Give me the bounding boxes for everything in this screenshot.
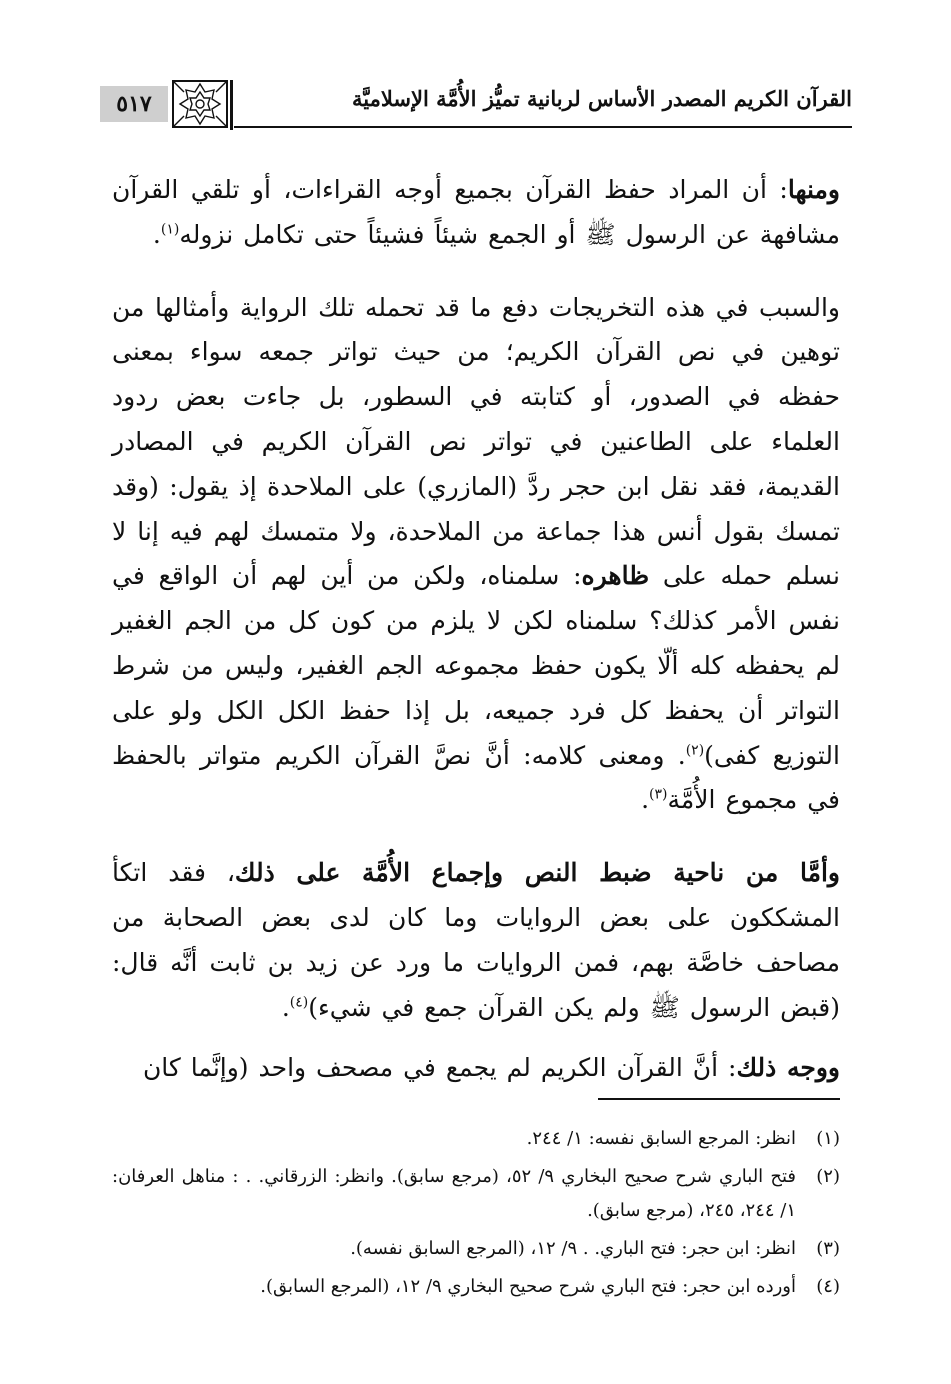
lead-term: وأمَّا من ناحية ضبط النص وإجماع الأُمَّة على ذلك	[234, 858, 840, 888]
footnote-ref[interactable]: (٤)	[289, 994, 309, 1011]
footnote-ref[interactable]: (١)	[160, 221, 180, 238]
paragraph-text: : أن المراد حفظ القرآن بجميع أوجه القراءات، أو تلقي القرآن مشافهة عن الرسول ﷺ أو الجمع شيئاً فشيئاً حتى تكامل نزوله	[112, 175, 840, 249]
running-title: القرآن الكريم المصدر الأساس لربانية تميُّز الأُمَّة الإسلاميَّة	[352, 86, 852, 111]
footnote-separator	[598, 1098, 840, 1100]
paragraph-text: : سلمناه، ولكن من أين لهم أن الواقع في نفس الأمر كذلك؟ سلمناه لكن لا يلزم من كون كل من الجم الغفير لم يحفظه كله ألّا يكون حفظ مجموعه الجم الغفير، وليس من شرط التواتر أن يحفظ كل فرد جميعه، بل إذا حفظ الكل الكل ولو على التوزيع كفى)	[112, 561, 840, 770]
footnotes	[112, 1122, 840, 1308]
footnote-text: فتح الباري شرح صحيح البخاري ٩/ ٥٢، (مرجع سابق). وانظر: الزرقاني. . : مناهل العرفان: ١/ ٢٤٤، ٢٤٥، (مرجع سابق).	[112, 1166, 796, 1221]
geometric-ornament-icon	[172, 80, 228, 128]
paragraph-text: والسبب في هذه التخريجات دفع ما قد تحمله تلك الرواية وأمثالها من توهين في نص القرآن الكريم؛ من حيث تواتر جمعه سواء بمعنى حفظه في الصدور، أو كتابته في السطور، بل جاءت بعض ردود العلماء على الطاعنين في تواتر نص القرآن الكريم في المصادر القديمة، فقد نقل ابن حجر ردَّ (المازري) على الملاحدة إذ يقول: (وقد تمسك بقول أنس هذا جماعة من الملاحدة، ولا متمسك لهم فيه إنا لا نسلم حمله على	[112, 292, 841, 591]
header-rule	[234, 126, 852, 128]
lead-term: ومنها	[787, 175, 840, 204]
paragraph	[112, 168, 840, 258]
footnote-number: (٤)	[816, 1276, 840, 1297]
footnote-ref[interactable]: (٢)	[685, 742, 705, 759]
footnote	[112, 1232, 840, 1266]
paragraph-end: .	[641, 785, 650, 815]
footnote-number: (٢)	[816, 1166, 840, 1187]
paragraph-text: ، فقد اتكأ المشككون على بعض الروايات وما كان لدى بعض الصحابة من مصاحف خاصَّة بهم، فمن الروايات ما ورد عن زيد بن ثابت أنَّه قال: (قبض الرسول ﷺ ولم يكن القرآن جمع في شيء)	[112, 858, 840, 1022]
paragraph	[112, 286, 840, 824]
paragraph-text: . ومعنى كلامه: أنَّ نصَّ القرآن الكريم متواتر بالحفظ في مجموع الأُمَّة	[112, 740, 840, 815]
paragraph	[112, 851, 840, 1030]
paragraph-end: .	[281, 992, 290, 1022]
footnote-text: أورده ابن حجر: فتح الباري شرح صحيح البخاري ٩/ ١٢، (المرجع السابق).	[260, 1276, 796, 1297]
body-text	[112, 168, 840, 1091]
footnote	[112, 1160, 840, 1228]
paragraph	[112, 1046, 840, 1091]
header-divider	[230, 80, 233, 130]
running-header	[100, 60, 852, 132]
footnote	[112, 1270, 840, 1304]
lead-term: ووجه ذلك	[736, 1053, 840, 1083]
footnote-number: (٣)	[816, 1238, 840, 1259]
bold-term: ظاهره	[581, 561, 650, 591]
footnote-text: انظر: المرجع السابق نفسه: ١/ ٢٤٤.	[526, 1128, 796, 1149]
footnote	[112, 1122, 840, 1156]
footnote-text: انظر: ابن حجر: فتح الباري. . ٩/ ١٢، (المرجع السابق نفسه).	[350, 1238, 796, 1259]
paragraph-end: .	[152, 219, 161, 249]
paragraph-text: : أنَّ القرآن الكريم لم يجمع في مصحف واحد (وإنَّما كان	[142, 1053, 737, 1083]
footnote-ref[interactable]: (٣)	[649, 787, 668, 804]
footnote-number: (١)	[816, 1128, 840, 1149]
page-number: ٥١٧	[100, 86, 168, 122]
